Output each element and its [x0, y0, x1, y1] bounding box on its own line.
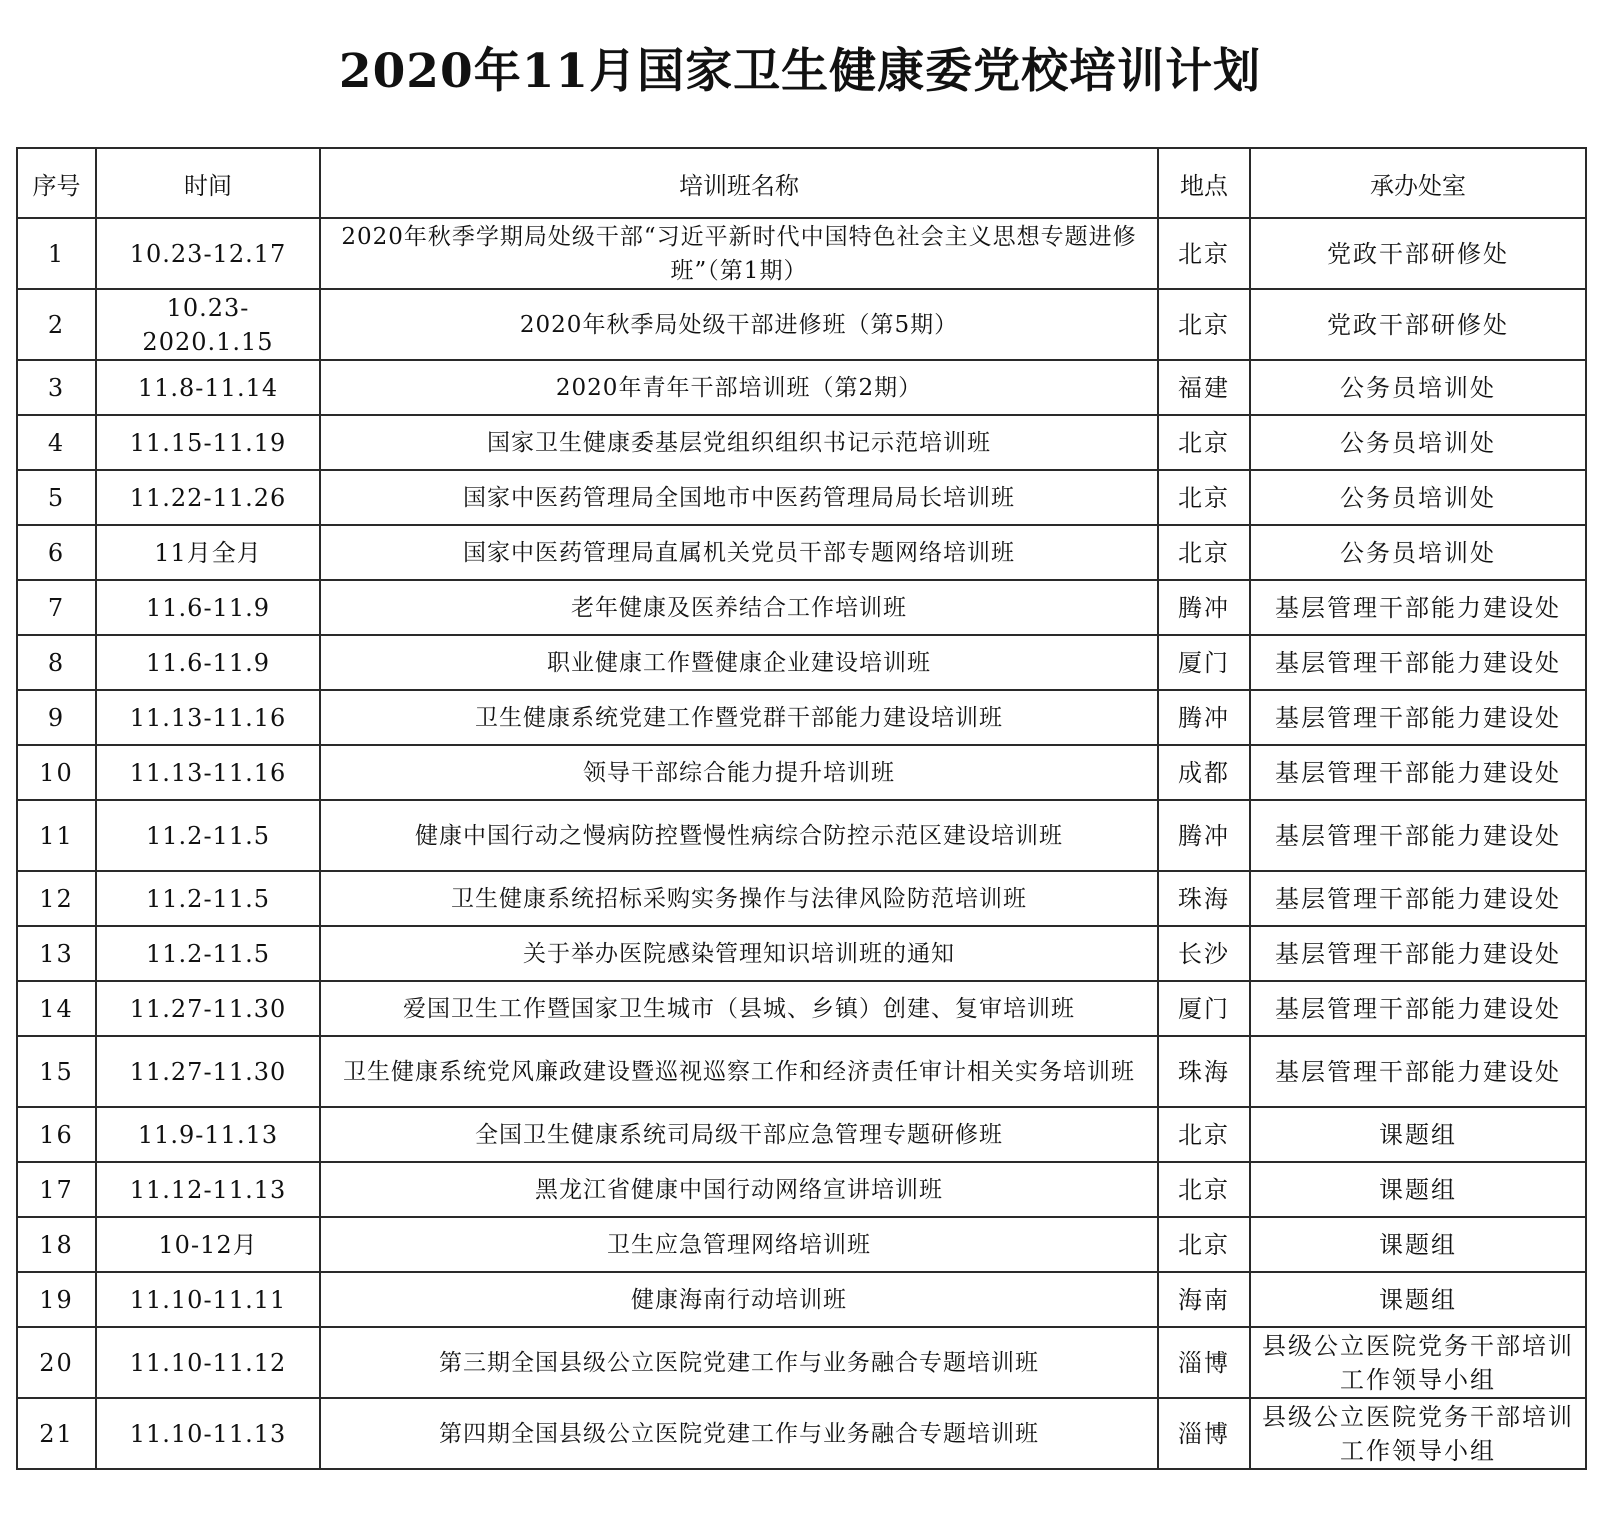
cell-name: 老年健康及医养结合工作培训班 [320, 580, 1158, 635]
table-row [17, 635, 1586, 690]
cell-name: 2020年青年干部培训班（第2期） [320, 360, 1158, 415]
cell-location: 腾冲 [1158, 690, 1250, 745]
header-time: 时间 [96, 148, 320, 218]
cell-office: 基层管理干部能力建设处 [1250, 981, 1586, 1036]
cell-time: 11.27-11.30 [96, 981, 320, 1036]
cell-office: 基层管理干部能力建设处 [1250, 690, 1586, 745]
cell-name: 国家中医药管理局直属机关党员干部专题网络培训班 [320, 525, 1158, 580]
table-row [17, 1217, 1586, 1272]
cell-name: 第四期全国县级公立医院党建工作与业务融合专题培训班 [320, 1398, 1158, 1469]
cell-time: 11.9-11.13 [96, 1107, 320, 1162]
table-row [17, 926, 1586, 981]
cell-location: 北京 [1158, 415, 1250, 470]
cell-name: 关于举办医院感染管理知识培训班的通知 [320, 926, 1158, 981]
cell-time: 11.2-11.5 [96, 926, 320, 981]
cell-office: 基层管理干部能力建设处 [1250, 635, 1586, 690]
cell-time: 11.2-11.5 [96, 800, 320, 871]
cell-location: 长沙 [1158, 926, 1250, 981]
table-row [17, 218, 1586, 289]
cell-location: 北京 [1158, 1217, 1250, 1272]
cell-time: 11.10-11.13 [96, 1398, 320, 1469]
cell-time: 11.10-11.11 [96, 1272, 320, 1327]
cell-index: 4 [17, 415, 96, 470]
cell-location: 福建 [1158, 360, 1250, 415]
table-row [17, 690, 1586, 745]
cell-location: 北京 [1158, 218, 1250, 289]
cell-name: 卫生健康系统招标采购实务操作与法律风险防范培训班 [320, 871, 1158, 926]
cell-index: 1 [17, 218, 96, 289]
table-row [17, 1272, 1586, 1327]
cell-index: 13 [17, 926, 96, 981]
cell-office: 县级公立医院党务干部培训工作领导小组 [1250, 1398, 1586, 1469]
cell-time: 11.6-11.9 [96, 635, 320, 690]
table-row [17, 289, 1586, 360]
cell-office: 公务员培训处 [1250, 415, 1586, 470]
cell-index: 3 [17, 360, 96, 415]
cell-time: 10.23-12.17 [96, 218, 320, 289]
cell-office: 党政干部研修处 [1250, 218, 1586, 289]
cell-index: 20 [17, 1327, 96, 1398]
table-row [17, 360, 1586, 415]
cell-index: 5 [17, 470, 96, 525]
cell-name: 国家中医药管理局全国地市中医药管理局局长培训班 [320, 470, 1158, 525]
cell-location: 厦门 [1158, 981, 1250, 1036]
cell-time: 11.2-11.5 [96, 871, 320, 926]
cell-index: 17 [17, 1162, 96, 1217]
cell-location: 腾冲 [1158, 580, 1250, 635]
cell-index: 8 [17, 635, 96, 690]
cell-location: 北京 [1158, 1107, 1250, 1162]
cell-time: 11.15-11.19 [96, 415, 320, 470]
cell-index: 7 [17, 580, 96, 635]
cell-office: 公务员培训处 [1250, 470, 1586, 525]
cell-name: 国家卫生健康委基层党组织组织书记示范培训班 [320, 415, 1158, 470]
cell-name: 2020年秋季学期局处级干部“习近平新时代中国特色社会主义思想专题进修班”（第1期） [320, 218, 1158, 289]
cell-index: 12 [17, 871, 96, 926]
cell-index: 10 [17, 745, 96, 800]
cell-office: 基层管理干部能力建设处 [1250, 580, 1586, 635]
cell-index: 2 [17, 289, 96, 360]
cell-time: 11.22-11.26 [96, 470, 320, 525]
cell-location: 海南 [1158, 1272, 1250, 1327]
cell-name: 第三期全国县级公立医院党建工作与业务融合专题培训班 [320, 1327, 1158, 1398]
cell-office: 基层管理干部能力建设处 [1250, 800, 1586, 871]
cell-location: 腾冲 [1158, 800, 1250, 871]
cell-office: 县级公立医院党务干部培训工作领导小组 [1250, 1327, 1586, 1398]
cell-office: 基层管理干部能力建设处 [1250, 871, 1586, 926]
cell-office: 课题组 [1250, 1217, 1586, 1272]
cell-name: 全国卫生健康系统司局级干部应急管理专题研修班 [320, 1107, 1158, 1162]
cell-office: 课题组 [1250, 1162, 1586, 1217]
cell-index: 16 [17, 1107, 96, 1162]
table-row [17, 1398, 1586, 1469]
page-title: 2020年11月国家卫生健康委党校培训计划 [338, 44, 1262, 99]
cell-name: 2020年秋季局处级干部进修班（第5期） [320, 289, 1158, 360]
cell-location: 珠海 [1158, 1036, 1250, 1107]
table-row [17, 1036, 1586, 1107]
cell-office: 基层管理干部能力建设处 [1250, 1036, 1586, 1107]
cell-office: 课题组 [1250, 1272, 1586, 1327]
header-location: 地点 [1158, 148, 1250, 218]
header-name: 培训班名称 [320, 148, 1158, 218]
cell-location: 成都 [1158, 745, 1250, 800]
cell-name: 健康海南行动培训班 [320, 1272, 1158, 1327]
cell-name: 爱国卫生工作暨国家卫生城市（县城、乡镇）创建、复审培训班 [320, 981, 1158, 1036]
cell-index: 11 [17, 800, 96, 871]
cell-office: 基层管理干部能力建设处 [1250, 745, 1586, 800]
table-row [17, 800, 1586, 871]
header-index: 序号 [17, 148, 96, 218]
table-row [17, 580, 1586, 635]
cell-time: 11.10-11.12 [96, 1327, 320, 1398]
cell-location: 淄博 [1158, 1398, 1250, 1469]
cell-name: 健康中国行动之慢病防控暨慢性病综合防控示范区建设培训班 [320, 800, 1158, 871]
cell-office: 基层管理干部能力建设处 [1250, 926, 1586, 981]
cell-name: 黑龙江省健康中国行动网络宣讲培训班 [320, 1162, 1158, 1217]
cell-office: 课题组 [1250, 1107, 1586, 1162]
table-row [17, 981, 1586, 1036]
cell-location: 北京 [1158, 525, 1250, 580]
cell-index: 19 [17, 1272, 96, 1327]
cell-time: 11.12-11.13 [96, 1162, 320, 1217]
cell-location: 厦门 [1158, 635, 1250, 690]
cell-time: 11.13-11.16 [96, 745, 320, 800]
cell-index: 21 [17, 1398, 96, 1469]
cell-name: 卫生应急管理网络培训班 [320, 1217, 1158, 1272]
cell-time: 11.8-11.14 [96, 360, 320, 415]
table-row [17, 525, 1586, 580]
cell-office: 公务员培训处 [1250, 525, 1586, 580]
cell-name: 卫生健康系统党建工作暨党群干部能力建设培训班 [320, 690, 1158, 745]
table-header-row [17, 148, 1586, 218]
cell-index: 9 [17, 690, 96, 745]
cell-time: 11月全月 [96, 525, 320, 580]
table-row [17, 470, 1586, 525]
cell-index: 15 [17, 1036, 96, 1107]
table-row [17, 1107, 1586, 1162]
header-office: 承办处室 [1250, 148, 1586, 218]
cell-office: 党政干部研修处 [1250, 289, 1586, 360]
training-plan-table [16, 147, 1587, 1470]
cell-index: 18 [17, 1217, 96, 1272]
cell-time: 10-12月 [96, 1217, 320, 1272]
cell-office: 公务员培训处 [1250, 360, 1586, 415]
table-row [17, 745, 1586, 800]
cell-time: 11.27-11.30 [96, 1036, 320, 1107]
cell-name: 卫生健康系统党风廉政建设暨巡视巡察工作和经济责任审计相关实务培训班 [320, 1036, 1158, 1107]
cell-name: 职业健康工作暨健康企业建设培训班 [320, 635, 1158, 690]
cell-location: 北京 [1158, 289, 1250, 360]
table-row [17, 871, 1586, 926]
cell-location: 北京 [1158, 1162, 1250, 1217]
cell-time: 11.13-11.16 [96, 690, 320, 745]
cell-location: 珠海 [1158, 871, 1250, 926]
cell-time: 11.6-11.9 [96, 580, 320, 635]
cell-location: 北京 [1158, 470, 1250, 525]
cell-index: 14 [17, 981, 96, 1036]
table-row [17, 1327, 1586, 1398]
cell-index: 6 [17, 525, 96, 580]
table-row [17, 1162, 1586, 1217]
table-row [17, 415, 1586, 470]
cell-name: 领导干部综合能力提升培训班 [320, 745, 1158, 800]
cell-time: 10.23-2020.1.15 [96, 289, 320, 360]
cell-location: 淄博 [1158, 1327, 1250, 1398]
